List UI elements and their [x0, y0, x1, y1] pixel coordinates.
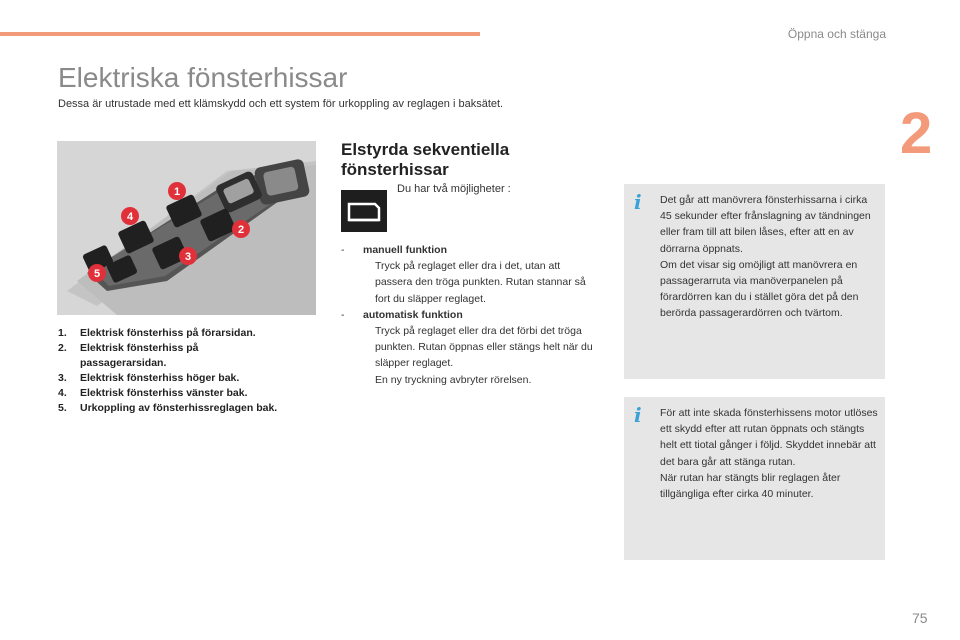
mode-manual	[341, 242, 596, 258]
mode-dash: -	[341, 244, 345, 256]
header-accent-bar	[0, 32, 480, 36]
legend-text: Elektrisk fönsterhiss på passagerarsidan.	[80, 342, 199, 369]
mode-automatic-name: automatisk funktion	[363, 308, 463, 321]
legend-text: Elektrisk fönsterhiss på förarsidan.	[80, 327, 256, 339]
callout-1: 1	[173, 186, 181, 198]
window-icon	[341, 190, 387, 232]
legend-number: 1.	[58, 327, 67, 339]
chapter-number: 2	[900, 101, 933, 166]
legend-item	[58, 386, 328, 401]
info-text: Det går att manövrera fönsterhissarna i cirka 45 sekunder efter frånslagning av tändningen eller fram till att bilen låses, efter att en av dörrarna öppnats. Om det visar sig omöjligt att manövrera en passagerarruta via manöverpanelen på förardörren kan du i stället göra det på den berörda passagerardörren och tvärtom.	[660, 194, 871, 320]
info-box	[624, 184, 885, 379]
info-text: För att inte skada fönsterhissens motor utlöses ett skydd efter att rutan öppnats och stängts helt ett tiotal gånger i följd. Skyddet innebär att det bara går att stänga rutan. När rutan har stängts blir reglagen åter tillgängliga efter cirka 40 minuter.	[660, 407, 878, 501]
mode-automatic	[341, 307, 596, 323]
pointing-hand-icon	[363, 372, 375, 388]
step-text: Tryck på reglaget eller dra det förbi det tröga punkten. Rutan öppnas eller stängs helt när du släpper reglaget.	[375, 325, 593, 370]
step-text: En ny tryckning avbryter rörelsen.	[375, 373, 532, 386]
mode-dash: -	[341, 308, 345, 321]
legend-item	[58, 401, 328, 416]
mode-manual-name: manuell funktion	[363, 244, 447, 256]
legend-item	[58, 341, 328, 371]
legend-number: 5.	[58, 402, 67, 414]
legend-number: 4.	[58, 387, 67, 399]
legend-text: Elektrisk fönsterhiss höger bak.	[80, 372, 240, 384]
legend-number: 2.	[58, 342, 67, 354]
step-item	[341, 323, 596, 372]
pointing-hand-icon	[363, 323, 375, 372]
legend-item	[58, 371, 328, 386]
legend-list	[58, 326, 328, 416]
section-label: Öppna och stänga	[787, 27, 886, 41]
function-modes	[341, 242, 596, 388]
info-box	[624, 397, 885, 560]
window-switch-panel-photo	[57, 141, 316, 315]
step-item	[341, 258, 596, 307]
callout-2: 2	[237, 224, 245, 236]
window-switch-panel-illustration	[57, 141, 316, 315]
step-item	[341, 372, 596, 388]
callout-4: 4	[126, 211, 134, 223]
section-heading: Elstyrda sekventiella fönsterhissar	[341, 140, 510, 179]
options-intro: Du har två möjligheter :	[397, 183, 511, 195]
page-number: 75	[912, 610, 928, 626]
pointing-hand-icon	[363, 258, 375, 307]
info-icon: i	[634, 403, 642, 427]
legend-item	[58, 326, 328, 341]
legend-text: Elektrisk fönsterhiss vänster bak.	[80, 387, 248, 399]
legend-text: Urkoppling av fönsterhissreglagen bak.	[80, 402, 278, 414]
info-icon: i	[634, 190, 642, 214]
intro-text: Dessa är utrustade med ett klämskydd och ett system för urkoppling av reglagen i baksätet.	[58, 98, 504, 110]
callout-3: 3	[184, 251, 192, 263]
callout-5: 5	[93, 268, 101, 280]
page-title: Elektriska fönsterhissar	[58, 62, 348, 93]
legend-number: 3.	[58, 372, 67, 384]
step-text: Tryck på reglaget eller dra i det, utan att passera den tröga punkten. Rutan stannar så fort du släpper reglaget.	[375, 260, 586, 305]
